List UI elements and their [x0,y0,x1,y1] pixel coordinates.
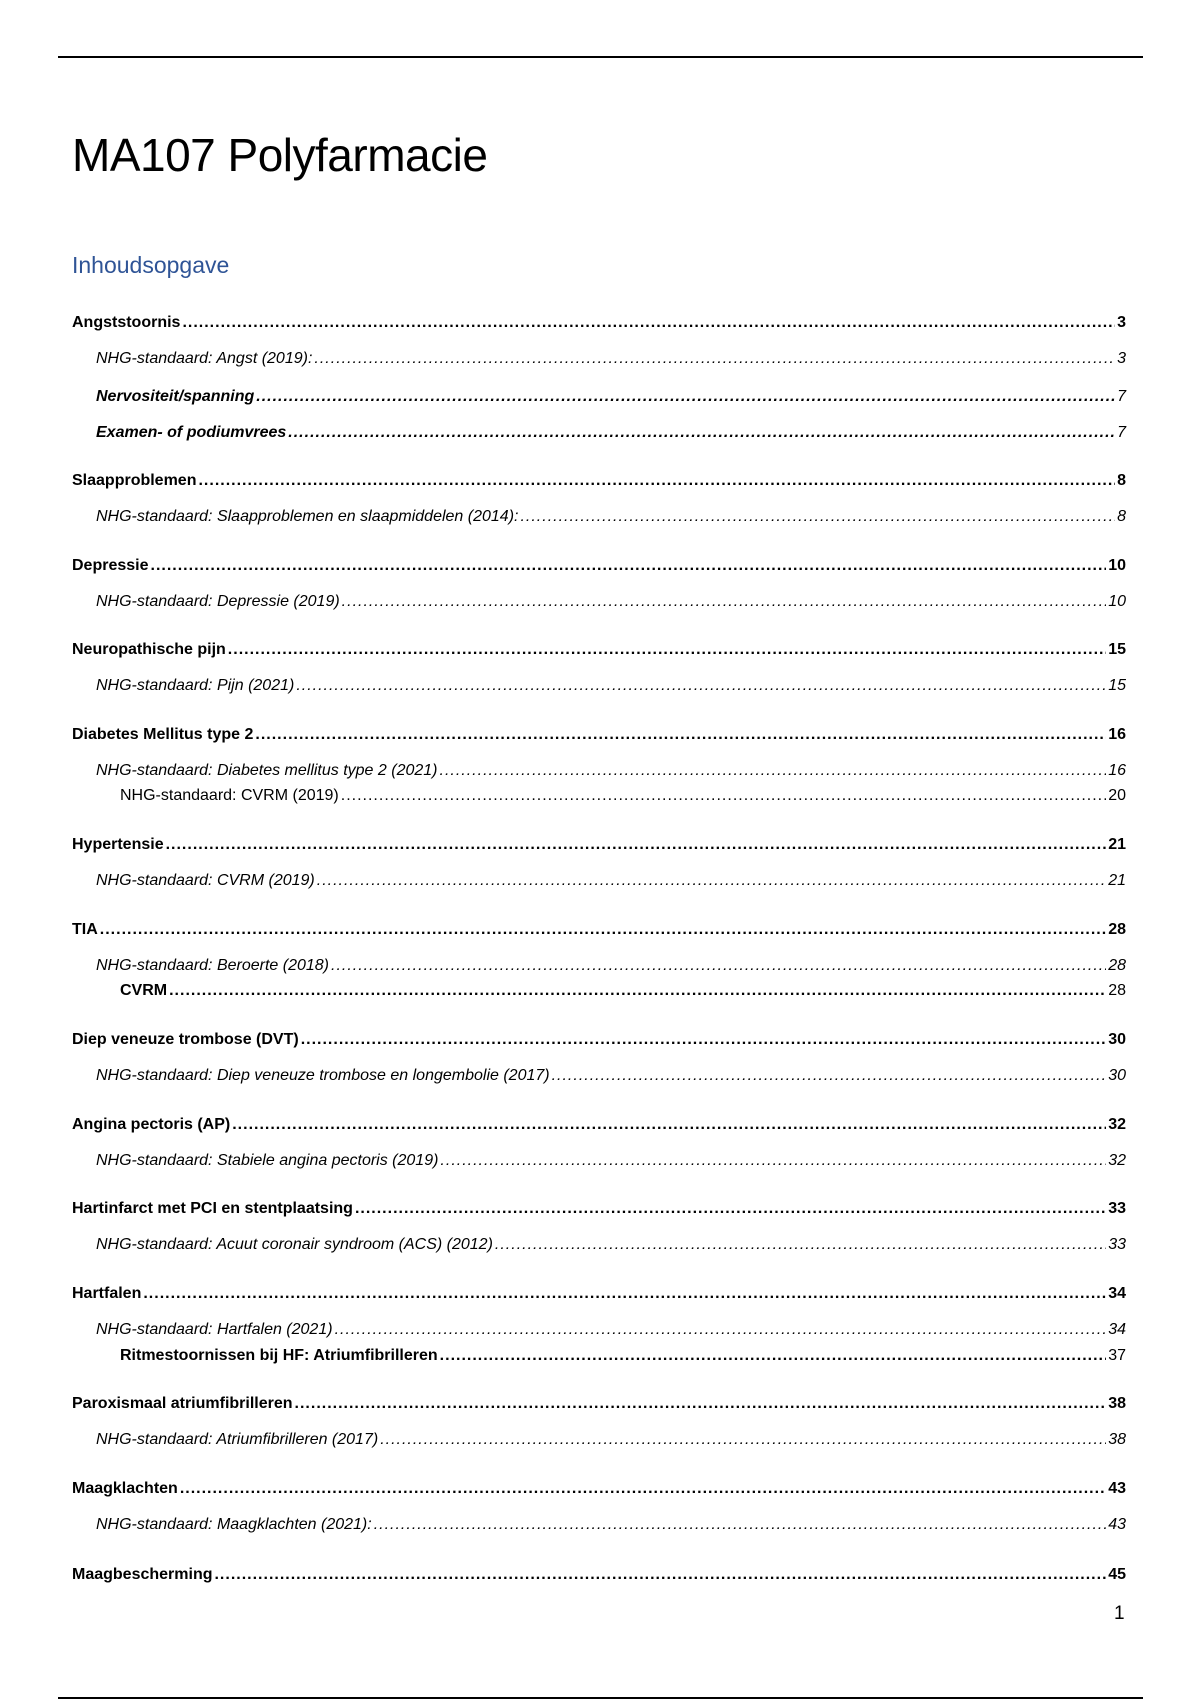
toc-leader-dots [182,314,1115,332]
toc-entry[interactable] [72,982,1126,1000]
toc-entry[interactable] [72,1116,1126,1134]
toc-entry[interactable] [72,957,1126,975]
toc-entry[interactable] [72,1236,1126,1254]
toc-entry-label: Neuropathische pijn [72,641,226,658]
toc-entry-label: Angststoornis [72,314,181,331]
toc-entry[interactable] [72,1395,1126,1413]
toc-entry-page: 32 [1108,1152,1126,1169]
toc-leader-dots [151,557,1107,575]
toc-entry[interactable] [72,388,1126,406]
toc-entry-label: Angina pectoris (AP) [72,1116,231,1133]
toc-leader-dots [100,921,1106,939]
toc-entry-page: 30 [1108,1031,1126,1048]
toc-leader-dots [143,1285,1106,1303]
toc-entry[interactable] [72,677,1126,695]
toc-entry-page: 34 [1108,1285,1126,1302]
toc-entry-label: Nervositeit/spanning [96,388,255,405]
toc-entry-label: Diep veneuze trombose (DVT) [72,1031,299,1048]
toc-entry-label: NHG-standaard: Beroerte (2018) [96,957,329,974]
toc-entry[interactable] [72,921,1126,939]
toc-entry-label: Hartfalen [72,1285,142,1302]
toc-leader-dots [169,982,1106,1000]
toc-entry-page: 43 [1108,1516,1126,1533]
toc-entry-page: 34 [1108,1321,1126,1338]
toc-entry-label: Hartinfarct met PCI en stentplaatsing [72,1200,353,1217]
toc-leader-dots [374,1516,1107,1534]
toc-entry[interactable] [72,1516,1126,1534]
toc-leader-dots [228,641,1106,659]
toc-entry-page: 16 [1108,762,1126,779]
toc-leader-dots [255,726,1106,744]
toc-entry-page: 15 [1108,641,1126,658]
toc-entry-page: 7 [1117,388,1126,405]
toc-entry[interactable] [72,1566,1126,1584]
toc-entry-label: Paroxismaal atriumfibrilleren [72,1395,293,1412]
toc-entry-label: NHG-standaard: Diabetes mellitus type 2 (2021) [96,762,438,779]
toc-entry[interactable] [72,557,1126,575]
toc-entry-page: 8 [1117,472,1126,489]
toc-leader-dots [288,424,1115,442]
toc-leader-dots [180,1480,1106,1498]
toc-leader-dots [440,1152,1106,1170]
toc-entry-page: 33 [1108,1236,1126,1253]
toc-entry-label: NHG-standaard: Pijn (2021) [96,677,295,694]
toc-leader-dots [440,762,1107,780]
toc-entry-label: NHG-standaard: Maagklachten (2021): [96,1516,372,1533]
toc-entry-label: NHG-standaard: Acuut coronair syndroom (ACS) (2012) [96,1236,493,1253]
toc-entry-label: Hypertensie [72,836,164,853]
toc-leader-dots [166,836,1107,854]
toc-entry-page: 28 [1108,957,1126,974]
toc-leader-dots [301,1031,1107,1049]
toc-entry-page: 37 [1108,1347,1126,1364]
toc-entry-label: Maagbescherming [72,1566,213,1583]
header-rule [58,56,1143,58]
toc-leader-dots [355,1200,1106,1218]
toc-entry[interactable] [72,472,1126,490]
toc-leader-dots [520,508,1115,526]
toc-entry-page: 15 [1108,677,1126,694]
toc-entry[interactable] [72,872,1126,890]
toc-entry[interactable] [72,508,1126,526]
toc-entry-label: Examen- of podiumvrees [96,424,287,441]
toc-leader-dots [314,350,1115,368]
toc-entry-page: 3 [1117,314,1126,331]
toc-entry-page: 33 [1108,1200,1126,1217]
toc-entry-page: 8 [1117,508,1126,525]
toc-entry-page: 28 [1108,982,1126,999]
toc-leader-dots [495,1236,1106,1254]
toc-entry-page: 7 [1117,424,1126,441]
toc-entry-label: Diabetes Mellitus type 2 [72,726,254,743]
toc-entry-label: NHG-standaard: Atriumfibrilleren (2017) [96,1431,379,1448]
footer-rule [58,1697,1143,1699]
toc-entry-label: NHG-standaard: Depressie (2019) [96,593,340,610]
toc-leader-dots [331,957,1106,975]
toc-leader-dots [214,1566,1106,1584]
toc-entry[interactable] [72,787,1126,805]
toc-leader-dots [198,472,1115,490]
toc-entry[interactable] [72,641,1126,659]
toc-leader-dots [256,388,1115,406]
toc-entry-label: Depressie [72,557,149,574]
document-title: MA107 Polyfarmacie [72,129,488,181]
toc-entry-label: Slaapproblemen [72,472,197,489]
toc-entry-label: TIA [72,921,98,938]
toc-entry-page: 38 [1108,1431,1126,1448]
toc-entry-label: NHG-standaard: Stabiele angina pectoris (2019) [96,1152,439,1169]
toc-entry-page: 28 [1108,921,1126,938]
toc-leader-dots [232,1116,1106,1134]
toc-entry[interactable] [72,1347,1126,1365]
toc-entry-label: NHG-standaard: Diep veneuze trombose en longembolie (2017) [96,1067,550,1084]
toc-entry-page: 10 [1108,593,1126,610]
toc-leader-dots [440,1347,1107,1365]
toc-entry[interactable] [72,1152,1126,1170]
toc-entry-label: NHG-standaard: Slaapproblemen en slaapmiddelen (2014): [96,508,519,525]
toc-entry[interactable] [72,1200,1126,1218]
toc-entry[interactable] [72,424,1126,442]
toc-leader-dots [335,1321,1107,1339]
toc-entry-page: 21 [1108,872,1126,889]
toc-entry-page: 45 [1108,1566,1126,1583]
toc-entry-label: NHG-standaard: CVRM (2019) [120,787,339,804]
toc-entry[interactable] [72,314,1126,332]
page-number: 1 [1114,1603,1125,1624]
toc-entry-page: 32 [1108,1116,1126,1133]
toc-entry[interactable] [72,1031,1126,1049]
toc-entry[interactable] [72,1431,1126,1449]
toc-entry[interactable] [72,1285,1126,1303]
toc-entry[interactable] [72,1067,1126,1085]
toc-entry-page: 43 [1108,1480,1126,1497]
toc-leader-dots [341,787,1106,805]
toc-leader-dots [342,593,1107,611]
toc-entry-page: 20 [1108,787,1126,804]
toc-entry-page: 3 [1117,350,1126,367]
toc-entry-label: Ritmestoornissen bij HF: Atriumfibrilleren [120,1347,438,1364]
toc-leader-dots [295,1395,1107,1413]
toc-entry-page: 30 [1108,1067,1126,1084]
toc-entry-label: NHG-standaard: CVRM (2019) [96,872,315,889]
toc-entry-label: NHG-standaard: Hartfalen (2021) [96,1321,333,1338]
toc-leader-dots [317,872,1106,890]
toc-entry[interactable] [72,726,1126,744]
toc-leader-dots [380,1431,1106,1449]
toc-entry-label: Maagklachten [72,1480,178,1497]
toc-leader-dots [552,1067,1107,1085]
toc-entry[interactable] [72,762,1126,780]
toc-entry[interactable] [72,1480,1126,1498]
toc-leader-dots [296,677,1106,695]
toc-entry[interactable] [72,593,1126,611]
toc-entry-page: 10 [1108,557,1126,574]
toc-heading: Inhoudsopgave [72,252,230,278]
toc-entry-page: 38 [1108,1395,1126,1412]
toc-entry-label: NHG-standaard: Angst (2019): [96,350,313,367]
toc-entry-label: CVRM [120,982,168,999]
toc-entry[interactable] [72,350,1126,368]
toc-entry[interactable] [72,836,1126,854]
toc-entry-page: 16 [1108,726,1126,743]
toc-entry[interactable] [72,1321,1126,1339]
toc-entry-page: 21 [1108,836,1126,853]
